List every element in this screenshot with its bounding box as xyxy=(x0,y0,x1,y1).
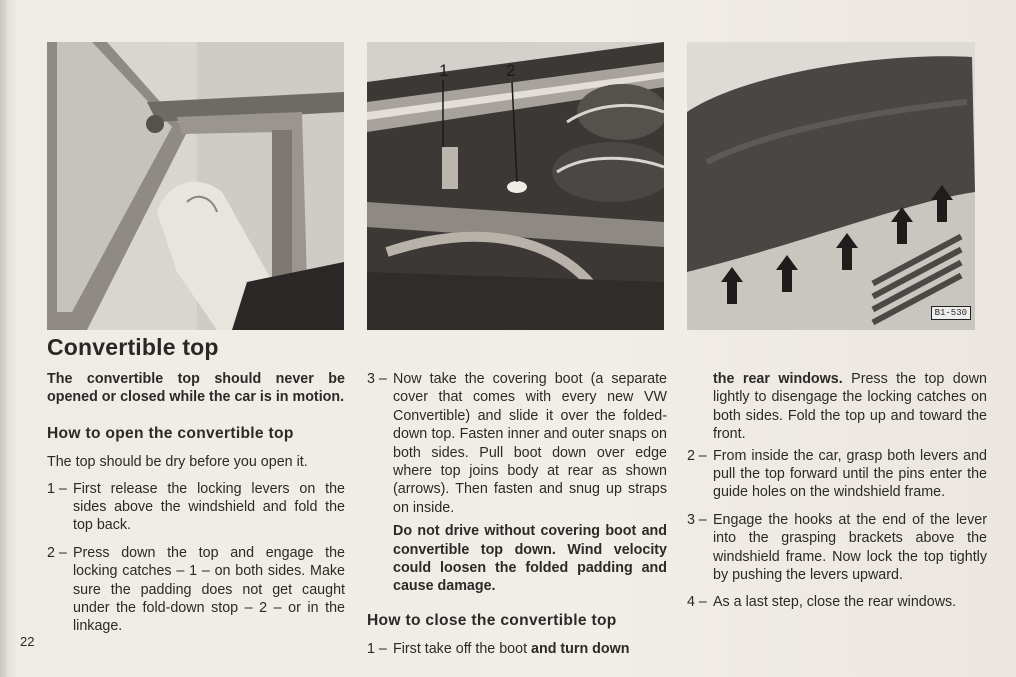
step-text: From inside the car, grasp both levers and pull the top forward until the pins enter the guide holes on the windshield frame. xyxy=(713,447,987,501)
step-number: 4 – xyxy=(687,594,707,611)
column-3 xyxy=(687,370,987,621)
step-text-bold: and turn down xyxy=(531,641,630,658)
warning-motion: The convertible top should never be opened or closed while the car is in motion. xyxy=(47,371,345,406)
continued-text: Press the top down lightly to disengage the locking catches on both sides. Fold the top up and toward the front. xyxy=(713,371,987,443)
open-step-3 xyxy=(367,370,667,517)
callout-1: 1 xyxy=(439,61,449,80)
step-number: 3 – xyxy=(687,511,707,528)
open-step-1 xyxy=(47,480,345,535)
step-number: 2 – xyxy=(687,447,707,464)
photo-locking-lever xyxy=(47,42,344,330)
step-text: First release the locking levers on the sides above the windshield and fold the top back. xyxy=(73,480,345,534)
close-heading: How to close the convertible top xyxy=(367,611,617,629)
step-number: 1 – xyxy=(47,480,67,497)
photo-covering-boot xyxy=(687,42,975,330)
open-step-2 xyxy=(47,544,345,636)
step-text-plain: First take off the boot xyxy=(393,641,528,658)
continued-bold: the rear windows. xyxy=(713,371,843,387)
step-text xyxy=(393,640,667,658)
step-text: Press down the top and engage the locking catches – 1 – on both sides. Make sure the padding does not get caught under the fold-down stop – 2 – or in the linkage. xyxy=(73,544,345,635)
photo-covering-boot-image xyxy=(687,42,975,330)
close-step-2 xyxy=(687,447,987,502)
photo-folded-top xyxy=(367,42,664,330)
close-step-3 xyxy=(687,511,987,585)
step-text: As a last step, close the rear windows. xyxy=(713,594,957,611)
photo-reference-code: B1-530 xyxy=(931,306,971,320)
open-heading: How to open the convertible top xyxy=(47,424,294,442)
photo-locking-lever-image xyxy=(47,42,344,330)
close-step-1 xyxy=(367,640,667,658)
step-number: 2 – xyxy=(47,544,67,561)
page-title: Convertible top xyxy=(47,334,219,360)
warning-drive: Do not drive without covering boot and convertible top down. Wind velocity could loosen the folded padding and cause damage. xyxy=(393,523,667,595)
open-intro: The top should be dry before you open it. xyxy=(47,454,308,471)
photo-folded-top-image xyxy=(367,42,664,330)
page-number: 22 xyxy=(20,634,35,649)
close-step-1-continued xyxy=(687,370,987,444)
close-step-4 xyxy=(687,593,987,611)
callout-2: 2 xyxy=(506,61,516,80)
step-text: Engage the hooks at the end of the lever into the grasping brackets above the windshield frame. Now lock the top tightly by pushing the levers upward. xyxy=(713,511,987,584)
step-number: 1 – xyxy=(367,641,387,658)
step-text: Now take the covering boot (a separate cover that comes with every new VW Convertible) and slide it over the folded-down top. Fasten inner and outer snaps on both sides. Pull boot down over edge where top joins body at rear as shown (arrows). Then fasten and snug up straps on inside. xyxy=(393,371,667,516)
column-2 xyxy=(367,370,667,668)
step-number: 3 – xyxy=(367,371,387,387)
column-1 xyxy=(47,370,345,645)
